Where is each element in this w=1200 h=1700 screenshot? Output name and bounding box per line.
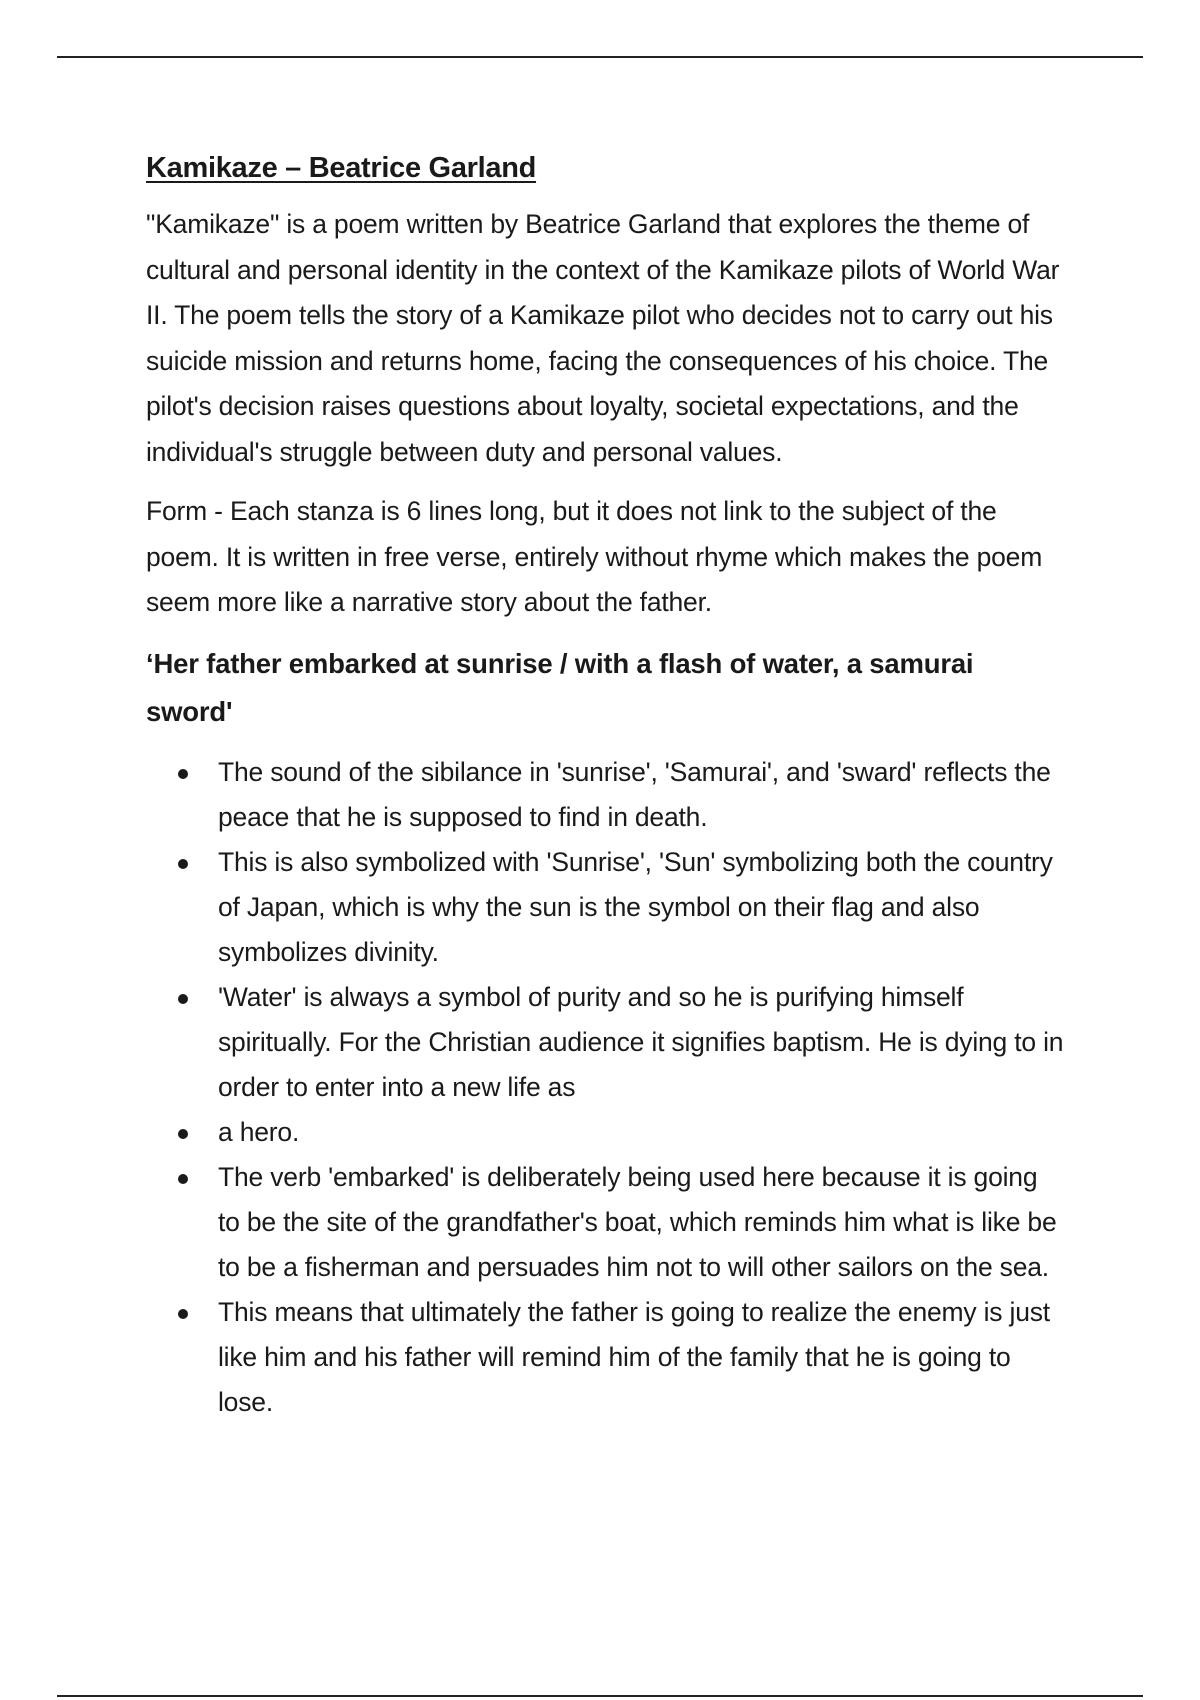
bullet-icon	[178, 1174, 188, 1184]
bullet-text: The sound of the sibilance in 'sunrise', 'Samurai', and 'sward' reflects the peace that he is supposed to find in death.	[218, 756, 1051, 832]
bullet-icon	[178, 1129, 188, 1139]
bullet-item	[218, 840, 1066, 975]
bullet-item	[218, 1290, 1066, 1425]
analysis-bullet-list	[146, 750, 1066, 1425]
bullet-item	[218, 1110, 1066, 1155]
bullet-text: 'Water' is always a symbol of purity and so he is purifying himself spiritually. For the Christian audience it signifies baptism. He is dying to in order to enter into a new life as	[218, 981, 1064, 1102]
bullet-text: The verb 'embarked' is deliberately being used here because it is going to be the site of the grandfather's boat, which reminds him what is like be to be a fisherman and persuades him not to will other sailors on the sea.	[218, 1161, 1057, 1282]
footer-rule	[57, 1695, 1143, 1697]
bullet-item	[218, 750, 1066, 840]
bullet-icon	[178, 994, 188, 1004]
bullet-icon	[178, 859, 188, 869]
bullet-item	[218, 1155, 1066, 1290]
bullet-icon	[178, 1309, 188, 1319]
bullet-text: a hero.	[218, 1116, 300, 1147]
bullet-item	[218, 975, 1066, 1110]
intro-paragraph: "Kamikaze" is a poem written by Beatrice Garland that explores the theme of cultural and personal identity in the context of the Kamikaze pilots of World War II. The poem tells the story of a Kamikaze pilot who decides not to carry out his suicide mission and returns home, facing the consequences of his choice. The pilot's decision raises questions about loyalty, societal expectations, and the individual's struggle between duty and personal values.	[146, 209, 1060, 467]
document-body	[146, 146, 1066, 1425]
bullet-text: This is also symbolized with 'Sunrise', 'Sun' symbolizing both the country of Japan, which is why the sun is the symbol on their flag and also symbolizes divinity.	[218, 846, 1053, 967]
header-rule	[57, 56, 1143, 58]
bullet-icon	[178, 769, 188, 779]
form-paragraph: Form - Each stanza is 6 lines long, but it does not link to the subject of the poem. It is written in free verse, entirely without rhyme which makes the poem seem more like a narrative story about the father.	[146, 496, 1043, 617]
poem-quote: ‘Her father embarked at sunrise / with a flash of water, a samurai sword'	[146, 647, 974, 727]
bullet-text: This means that ultimately the father is going to realize the enemy is just like him and his father will remind him of the family that he is going to lose.	[218, 1296, 1050, 1417]
document-title: Kamikaze – Beatrice Garland	[146, 152, 537, 184]
